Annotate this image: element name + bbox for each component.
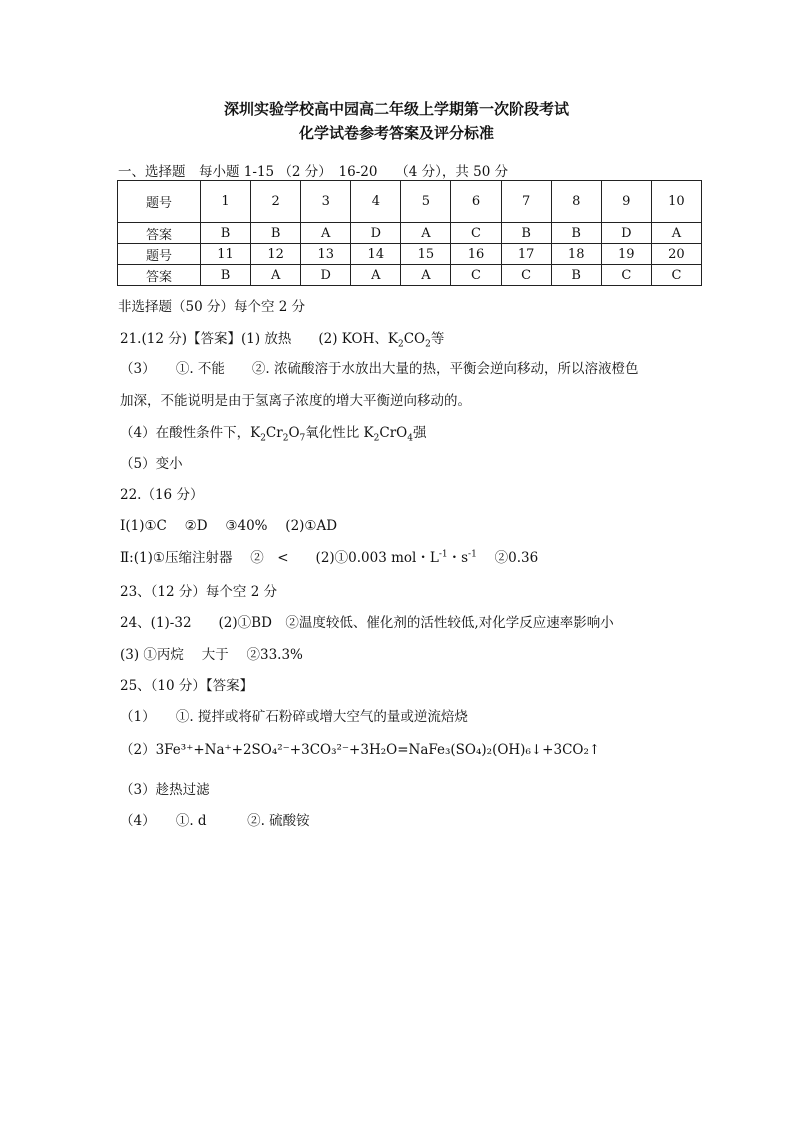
subscript: 2 [260, 433, 266, 444]
q24-line-1: 24、(1)-32 (2)①BD ②温度较低、催化剂的活性较低,对化学反应速率影响小 [120, 615, 614, 631]
q25-line-4: （4） ①. d ②. 硫酸铵 [120, 813, 310, 829]
subscript: 2 [425, 339, 431, 350]
table-cell: 7 [501, 181, 551, 223]
table-cell: 3 [301, 181, 351, 223]
table-cell: 18 [551, 244, 601, 265]
table-cell: A [351, 265, 401, 286]
text-span: O [288, 425, 300, 441]
table-cell: B [551, 223, 601, 244]
q21-line-3: 加深，不能说明是由于氢离子浓度的增大平衡逆向移动的。 [120, 393, 471, 409]
table-cell: 17 [501, 244, 551, 265]
text-span: ②0.36 [476, 550, 539, 566]
table-cell: C [501, 265, 551, 286]
table-row [118, 244, 702, 265]
table-row [118, 223, 702, 244]
text-span: CO [403, 331, 426, 347]
table-cell: 15 [401, 244, 451, 265]
table-cell: B [201, 265, 251, 286]
table-cell: 19 [601, 244, 651, 265]
table-cell: B [201, 223, 251, 244]
table-cell: A [401, 223, 451, 244]
table-cell: A [651, 223, 701, 244]
table-cell: B [551, 265, 601, 286]
table-cell: 2 [251, 181, 301, 223]
q21-line-5: （5）变小 [120, 456, 183, 472]
row-label: 题号 [118, 181, 201, 223]
table-row [118, 181, 702, 223]
title-line-2: 化学试卷参考答案及评分标准 [298, 124, 494, 142]
title-line-1: 深圳实验学校高中园高二年级上学期第一次阶段考试 [223, 100, 569, 118]
text-span: 等 [430, 331, 445, 347]
table-cell: 5 [401, 181, 451, 223]
superscript: -1 [438, 549, 448, 560]
q21-line-4 [120, 421, 426, 444]
table-cell: C [451, 265, 501, 286]
subscript: 7 [299, 433, 306, 444]
text-span: ・s [447, 550, 469, 566]
q25-heading: 25、（10 分）【答案】 [120, 678, 254, 694]
table-cell: 9 [601, 181, 651, 223]
table-cell: D [601, 223, 651, 244]
text-span: （4）在酸性条件下，K [120, 425, 261, 441]
text-span: 氧化性比 K [305, 425, 374, 441]
table-cell: 4 [351, 181, 401, 223]
text-span: 强 [412, 425, 427, 441]
subscript: 2 [282, 433, 289, 444]
table-cell: A [251, 265, 301, 286]
q25-line-3: （3）趁热过滤 [120, 782, 210, 798]
table-cell: C [601, 265, 651, 286]
q24-line-2: (3) ①丙烷 大于 ②33.3% [120, 647, 303, 663]
table-cell: C [651, 265, 701, 286]
table-cell: 16 [451, 244, 501, 265]
subscript: 2 [397, 339, 404, 350]
subscript: 4 [407, 433, 413, 444]
q23-line: 23、（12 分）每个空 2 分 [120, 584, 278, 600]
section-1-heading: 一、选择题 每小题 1-15 （2 分） 16-20 （4 分），共 50 分 [118, 164, 509, 180]
text-span: Cr [265, 425, 283, 441]
q21-line-1 [120, 327, 444, 350]
table-cell: B [251, 223, 301, 244]
subscript: 2 [373, 433, 380, 444]
table-cell: 11 [201, 244, 251, 265]
table-row [118, 265, 702, 286]
table-cell: A [401, 265, 451, 286]
table-cell: 6 [451, 181, 501, 223]
table-cell: 14 [351, 244, 401, 265]
table-cell: 8 [551, 181, 601, 223]
section-2-heading: 非选择题（50 分）每个空 2 分 [118, 299, 306, 315]
text-span: 21.(12 分)【答案】(1) 放热 (2) KOH、K [120, 331, 398, 347]
table-cell: 12 [251, 244, 301, 265]
q22-line-2 [120, 546, 538, 566]
text-span: （2） [120, 742, 156, 758]
q21-line-2: （3） ①. 不能 ②. 浓硫酸溶于水放出大量的热，平衡会逆向移动，所以溶液橙色 [120, 361, 639, 377]
row-label: 题号 [118, 244, 201, 265]
q22-line-1: Ⅰ(1)①C ②D ③40% (2)①AD [120, 518, 338, 534]
row-label: 答案 [118, 265, 201, 286]
answer-table [117, 180, 702, 286]
table-cell: A [301, 223, 351, 244]
chemical-equation: 3Fe³⁺+Na⁺+2SO₄²⁻+3CO₃²⁻+3H₂O=NaFe₃(SO₄)₂(OH)₆↓+3CO₂↑ [155, 742, 601, 758]
table-cell: 1 [201, 181, 251, 223]
row-label: 答案 [118, 223, 201, 244]
table-cell: 10 [651, 181, 701, 223]
table-cell: 20 [651, 244, 701, 265]
table-cell: D [351, 223, 401, 244]
q25-line-2 [120, 738, 600, 758]
text-span: Ⅱ:(1)①压缩注射器 ② < (2)①0.003 mol・L [120, 550, 439, 566]
text-span: CrO [379, 425, 408, 441]
table-cell: D [301, 265, 351, 286]
table-cell: 13 [301, 244, 351, 265]
superscript: -1 [468, 549, 477, 560]
table-cell: C [451, 223, 501, 244]
q22-heading: 22.（16 分） [120, 487, 204, 503]
table-cell: B [501, 223, 551, 244]
q25-line-1: （1） ①. 搅拌或将矿石粉碎或增大空气的量或逆流焙烧 [120, 709, 468, 725]
